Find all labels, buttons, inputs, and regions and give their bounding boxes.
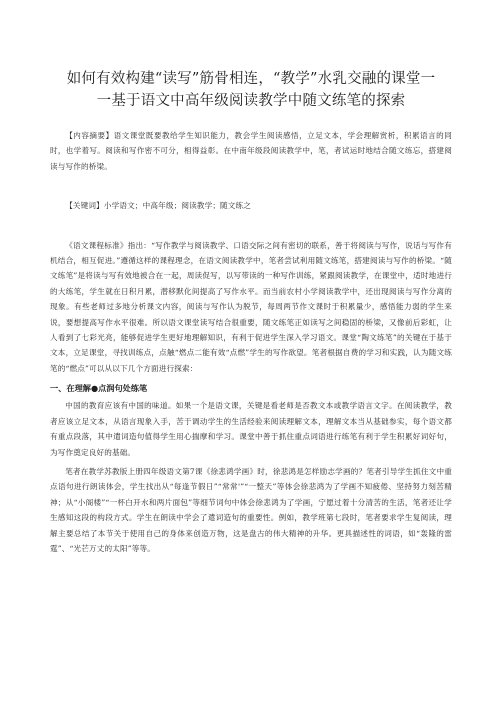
title-line-2: 一基于语文中高年级阅读教学中随文练笔的探索 (96, 93, 406, 109)
section-heading: 一、在理解●点润句处练笔 (50, 383, 148, 394)
document-title (50, 68, 452, 112)
title-line-1: 如何有效构建“读写”筋骨相连，“教学”水乳交融的课堂一 (66, 71, 436, 87)
intro-paragraph: 《语文课程标准》指出：“写作教学与阅读教学、口语交际之间有密切的联系，善于将阅读与写作，说话与写作有机结合，相互促进。”遵循这样的课程理念，在语文阅读教学中，笔者尝试利用随文练笔，搭建阅读与写作的桥梁。“随文练笔”是将读与写有效地被合在一起，周读促写，以写带读的一种写作训练，紧跟阅读教学，在课堂中，适时地进行的大练笔，学生就在日积月累，潜移默化间提高了写作水平。而当前农村小学阅读教学中，还出现阅读与写作分离的现象。有些老师过多地分析课文内容，阅读与写作认为脱节，每周两节作文课时于积累量少，感悟能力弱的学生来说，要想提高写作水平很难。所以语文课堂读写结合很重要，随文练笔正如读写之间稳固的桥梁，又像前后彩虹，让人看到了七彩光亮，能够促进学生更好地理解知识，有利于促进学生深入学习语文。课堂“陶文练笔”的关键在于基于文本，立足课堂，寻找训练点，点触“燃点二能有效“点燃”学生的写作欲望。笔者根据自费的学习和实践，认为随文练笔的“燃点”可以从以下几个方面进行探索： (50, 240, 452, 373)
section-paragraph-2: 笔者在教学苏教版上册四年级语文第7课《徐悲鸿学画》时，徐悲鸿是怎样励志学画的？笔者引导学生抓住文中重点语句进行朗读体会，学生找出从“每逢节假日”“常常'”“一整天”等体会徐悲鸿为了学画不知疲倦、坚持努力刻苦精神；从“小阁楼”“一杯白开水和两片面包”等细节词句中体会徐悲鸿为了学画，宁愿过着十分清苦的生活，笔者还让学生感知这段的构段方式。学生在朗读中学会了遣词造句的重要性。例如，教学班第七段时，笔者要求学生复阅读，理解主要总结了本节关于使用自己的身体来创造万物，这是盘古的伟大精神的升华。更具描述性的词语，如“轰隆的雷霆”、“光芒万丈的太阳”等等。 (50, 466, 452, 553)
keywords-paragraph: 【关键词】小学语文；中高年级；阅读教学；随文练之 (65, 201, 252, 211)
section-paragraph-1: 中国的教育应该有中国的味道。如果一个是语文课，关键是看老师是否教文本或教学语言文字。在阅读教学，教者应该立足文本，从语言现象入手，苦于调动学生的生活经验来阅读理解文本，理解文本当从基础参实，每个语文都有重点段落，其中遣词造句值得学生用心揣摩和学习。课堂中善于抓住重点词语进行练笔有利于学生积累好词好句，为写作奠定良好的基础。 (50, 401, 452, 457)
abstract-paragraph: 【内容摘要】语文课堂既要教给学生知识能力，教会学生阅读感悟，立足文本，学会理解赏析，积累语言的同时，也学着写。阅读和写作密不可分，相得益彰。在中南年级段阅读教学中，笔，者试运时地结合随文练忘，搭建阅读与写作的桥梁。 (50, 131, 452, 171)
